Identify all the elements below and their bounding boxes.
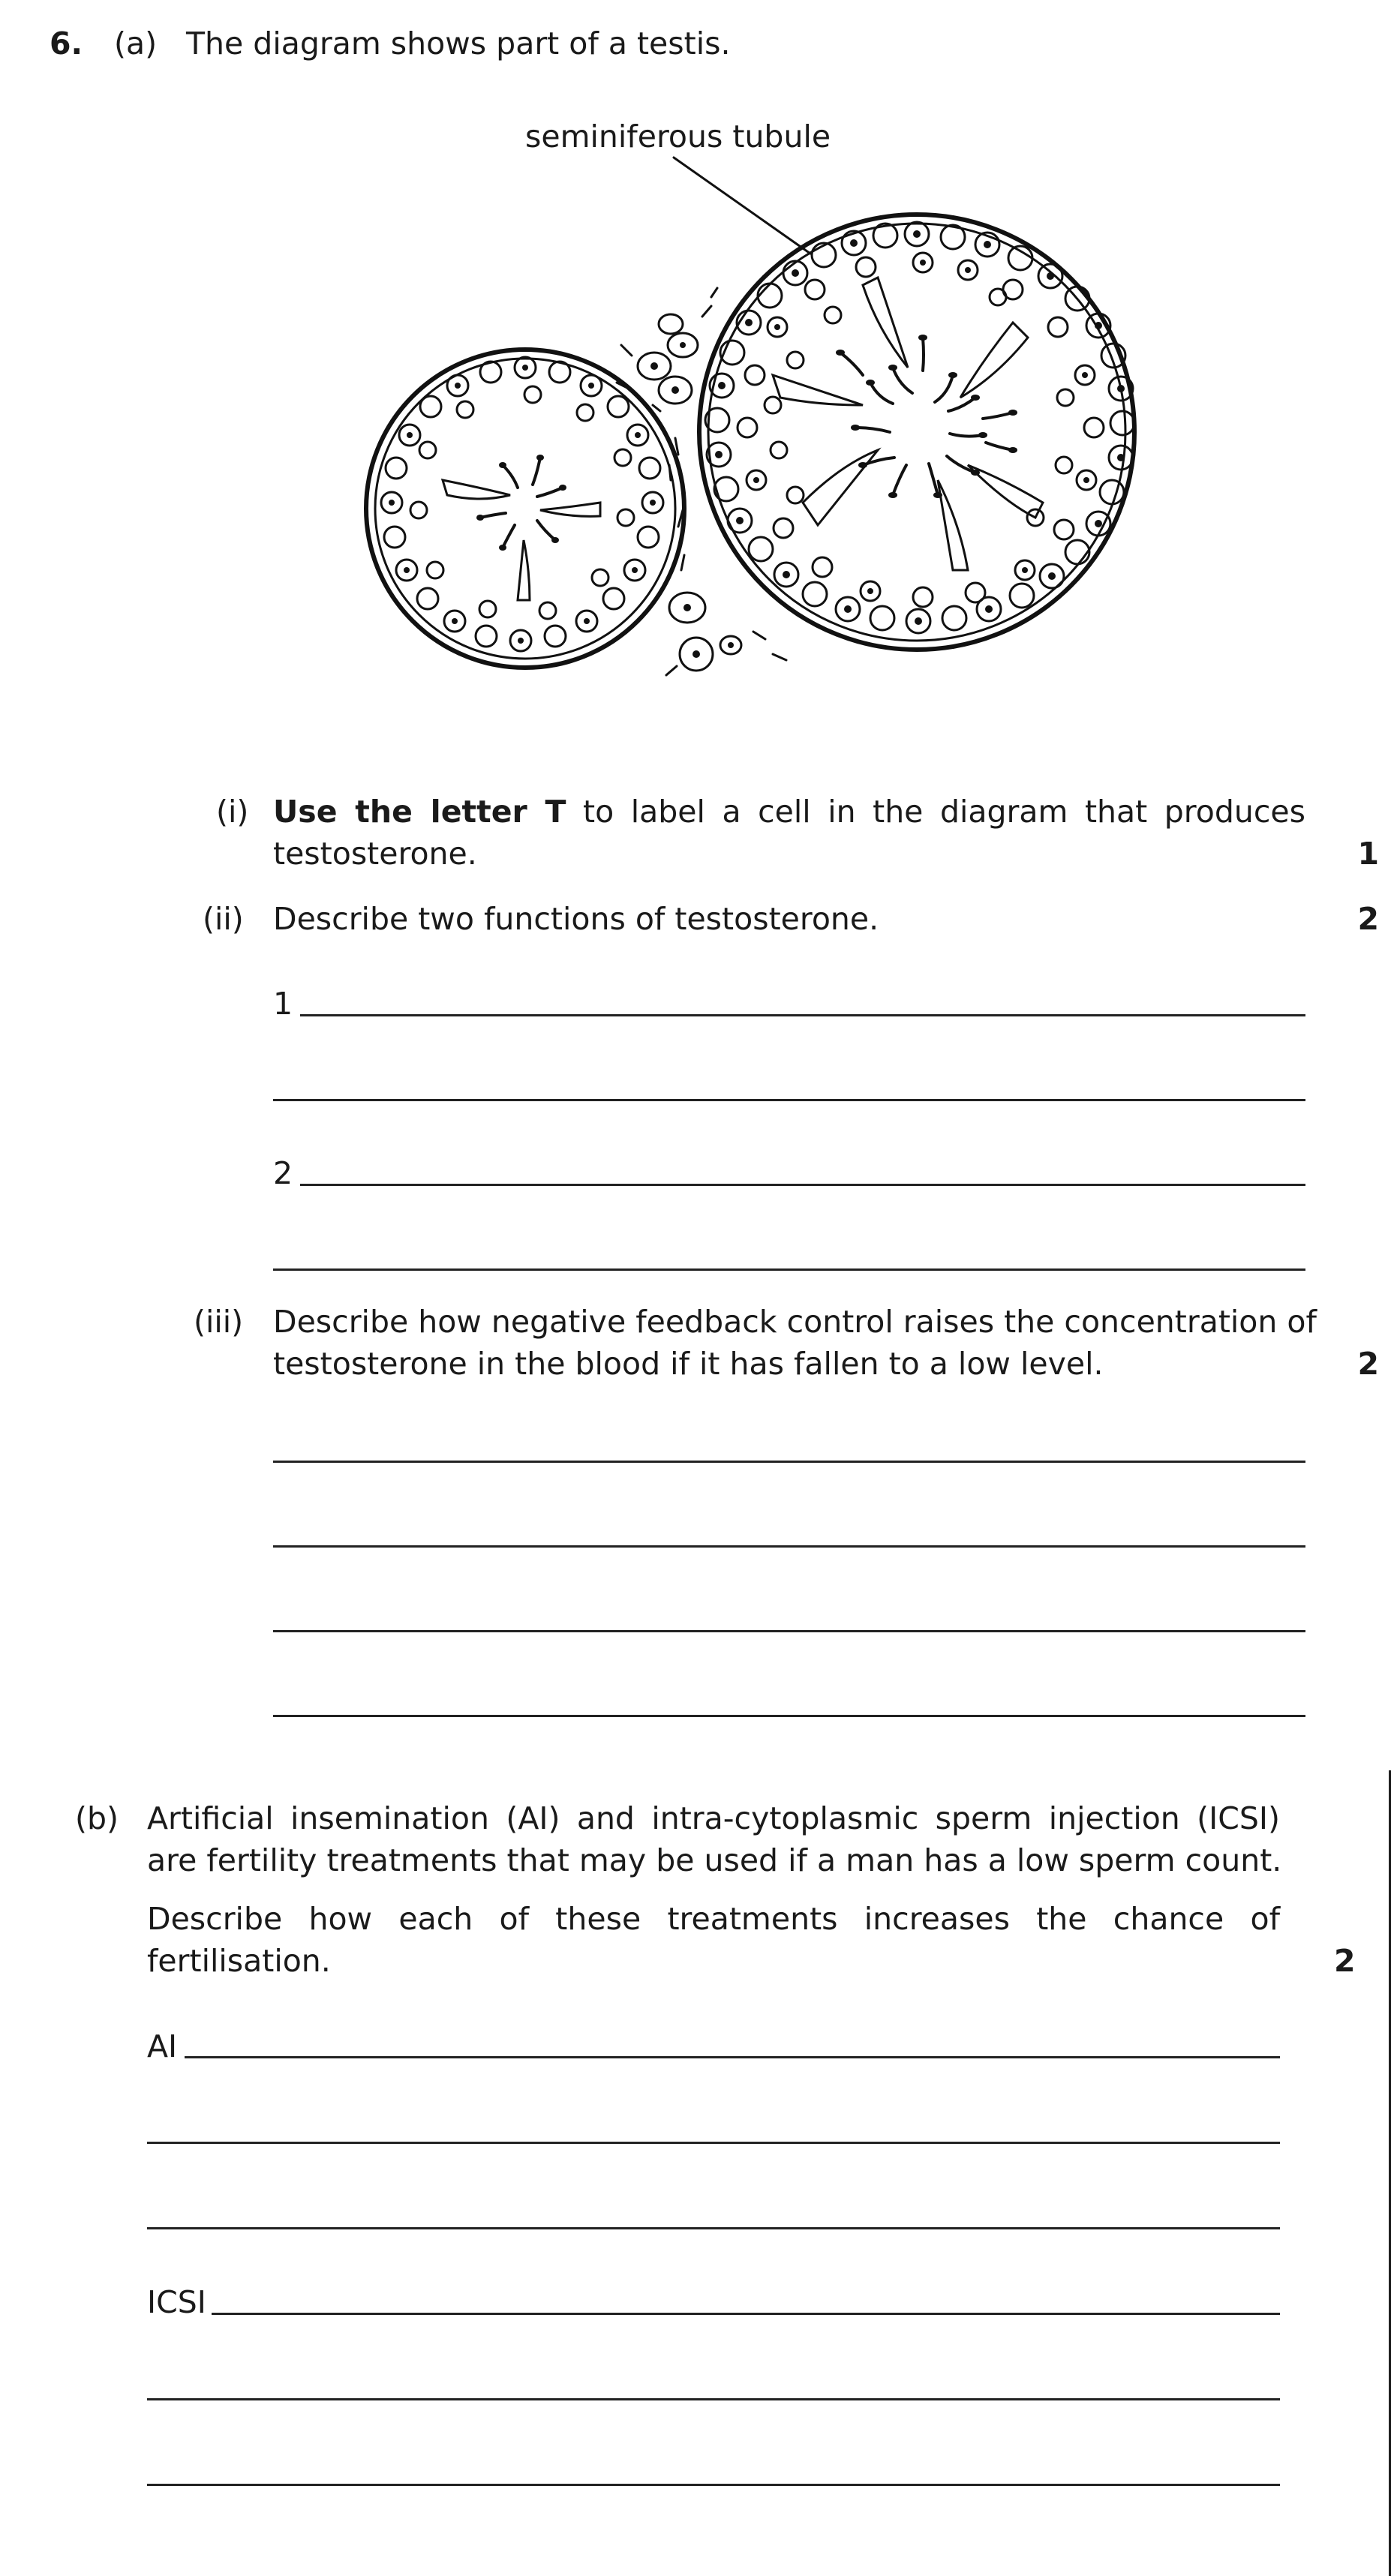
part-b-marks: 2 [1334, 1943, 1356, 1979]
part-b-para2-line2: fertilisation. [147, 1943, 331, 1979]
large-seminiferous-tubule [699, 215, 1134, 650]
part-a-i-bold: Use the letter T [273, 794, 566, 830]
diagram-label-seminiferous-tubule: seminiferous tubule [525, 119, 831, 155]
answer-line[interactable] [147, 2227, 1280, 2229]
part-b-para1-line1: Artificial insemination (AI) and intra-cytoplasmic sperm injection (ICSI) [147, 1800, 1280, 1836]
answer-line[interactable] [147, 2484, 1280, 2486]
answer-line[interactable] [147, 2398, 1280, 2400]
part-b-para2-line1: Describe how each of these treatments increases the chance of [147, 1901, 1280, 1937]
answer-label-ai: AI [147, 2028, 178, 2064]
answer-label-2: 2 [273, 1155, 293, 1191]
answer-line[interactable] [147, 2142, 1280, 2144]
part-a-iii-label: (iii) [194, 1304, 244, 1340]
answer-label-icsi: ICSI [147, 2284, 206, 2320]
answer-line[interactable] [273, 1268, 1305, 1271]
answer-line[interactable] [300, 1184, 1305, 1186]
answer-line[interactable] [212, 2313, 1280, 2315]
question-number: 6. [50, 26, 83, 62]
part-a-i-label: (i) [216, 794, 249, 830]
part-a-i-text-line2: testosterone. [273, 836, 477, 872]
answer-line[interactable] [185, 2056, 1280, 2058]
answer-line[interactable] [273, 1099, 1305, 1101]
answer-line[interactable] [300, 1014, 1305, 1016]
part-b-para1-line2: are fertility treatments that may be used if a man has a low sperm count. [147, 1842, 1282, 1878]
answer-line[interactable] [273, 1630, 1305, 1632]
part-a-i-rest: to label a cell in the diagram that produces [583, 794, 1305, 830]
answer-line[interactable] [273, 1715, 1305, 1717]
part-a-i-marks: 1 [1357, 836, 1379, 872]
part-a-ii-text: Describe two functions of testosterone. [273, 901, 879, 937]
margin-rule [1389, 1770, 1391, 2576]
answer-line[interactable] [273, 1461, 1305, 1463]
leader-line [674, 158, 810, 254]
small-seminiferous-tubule [366, 350, 684, 668]
part-a-iii-text-line1: Describe how negative feedback control raises the concentration of [273, 1304, 1317, 1340]
testis-diagram [353, 150, 1148, 735]
part-a-iii-text-line2: testosterone in the blood if it has fallen to a low level. [273, 1346, 1104, 1382]
part-a-intro: The diagram shows part of a testis. [186, 26, 731, 62]
part-a-label: (a) [114, 26, 158, 62]
part-a-ii-marks: 2 [1357, 901, 1379, 937]
part-a-i-text-line1 [273, 791, 1305, 833]
part-b-label: (b) [75, 1800, 119, 1836]
answer-label-1: 1 [273, 986, 293, 1022]
answer-line[interactable] [273, 1545, 1305, 1548]
part-a-iii-marks: 2 [1357, 1346, 1379, 1382]
part-a-ii-label: (ii) [203, 901, 244, 937]
